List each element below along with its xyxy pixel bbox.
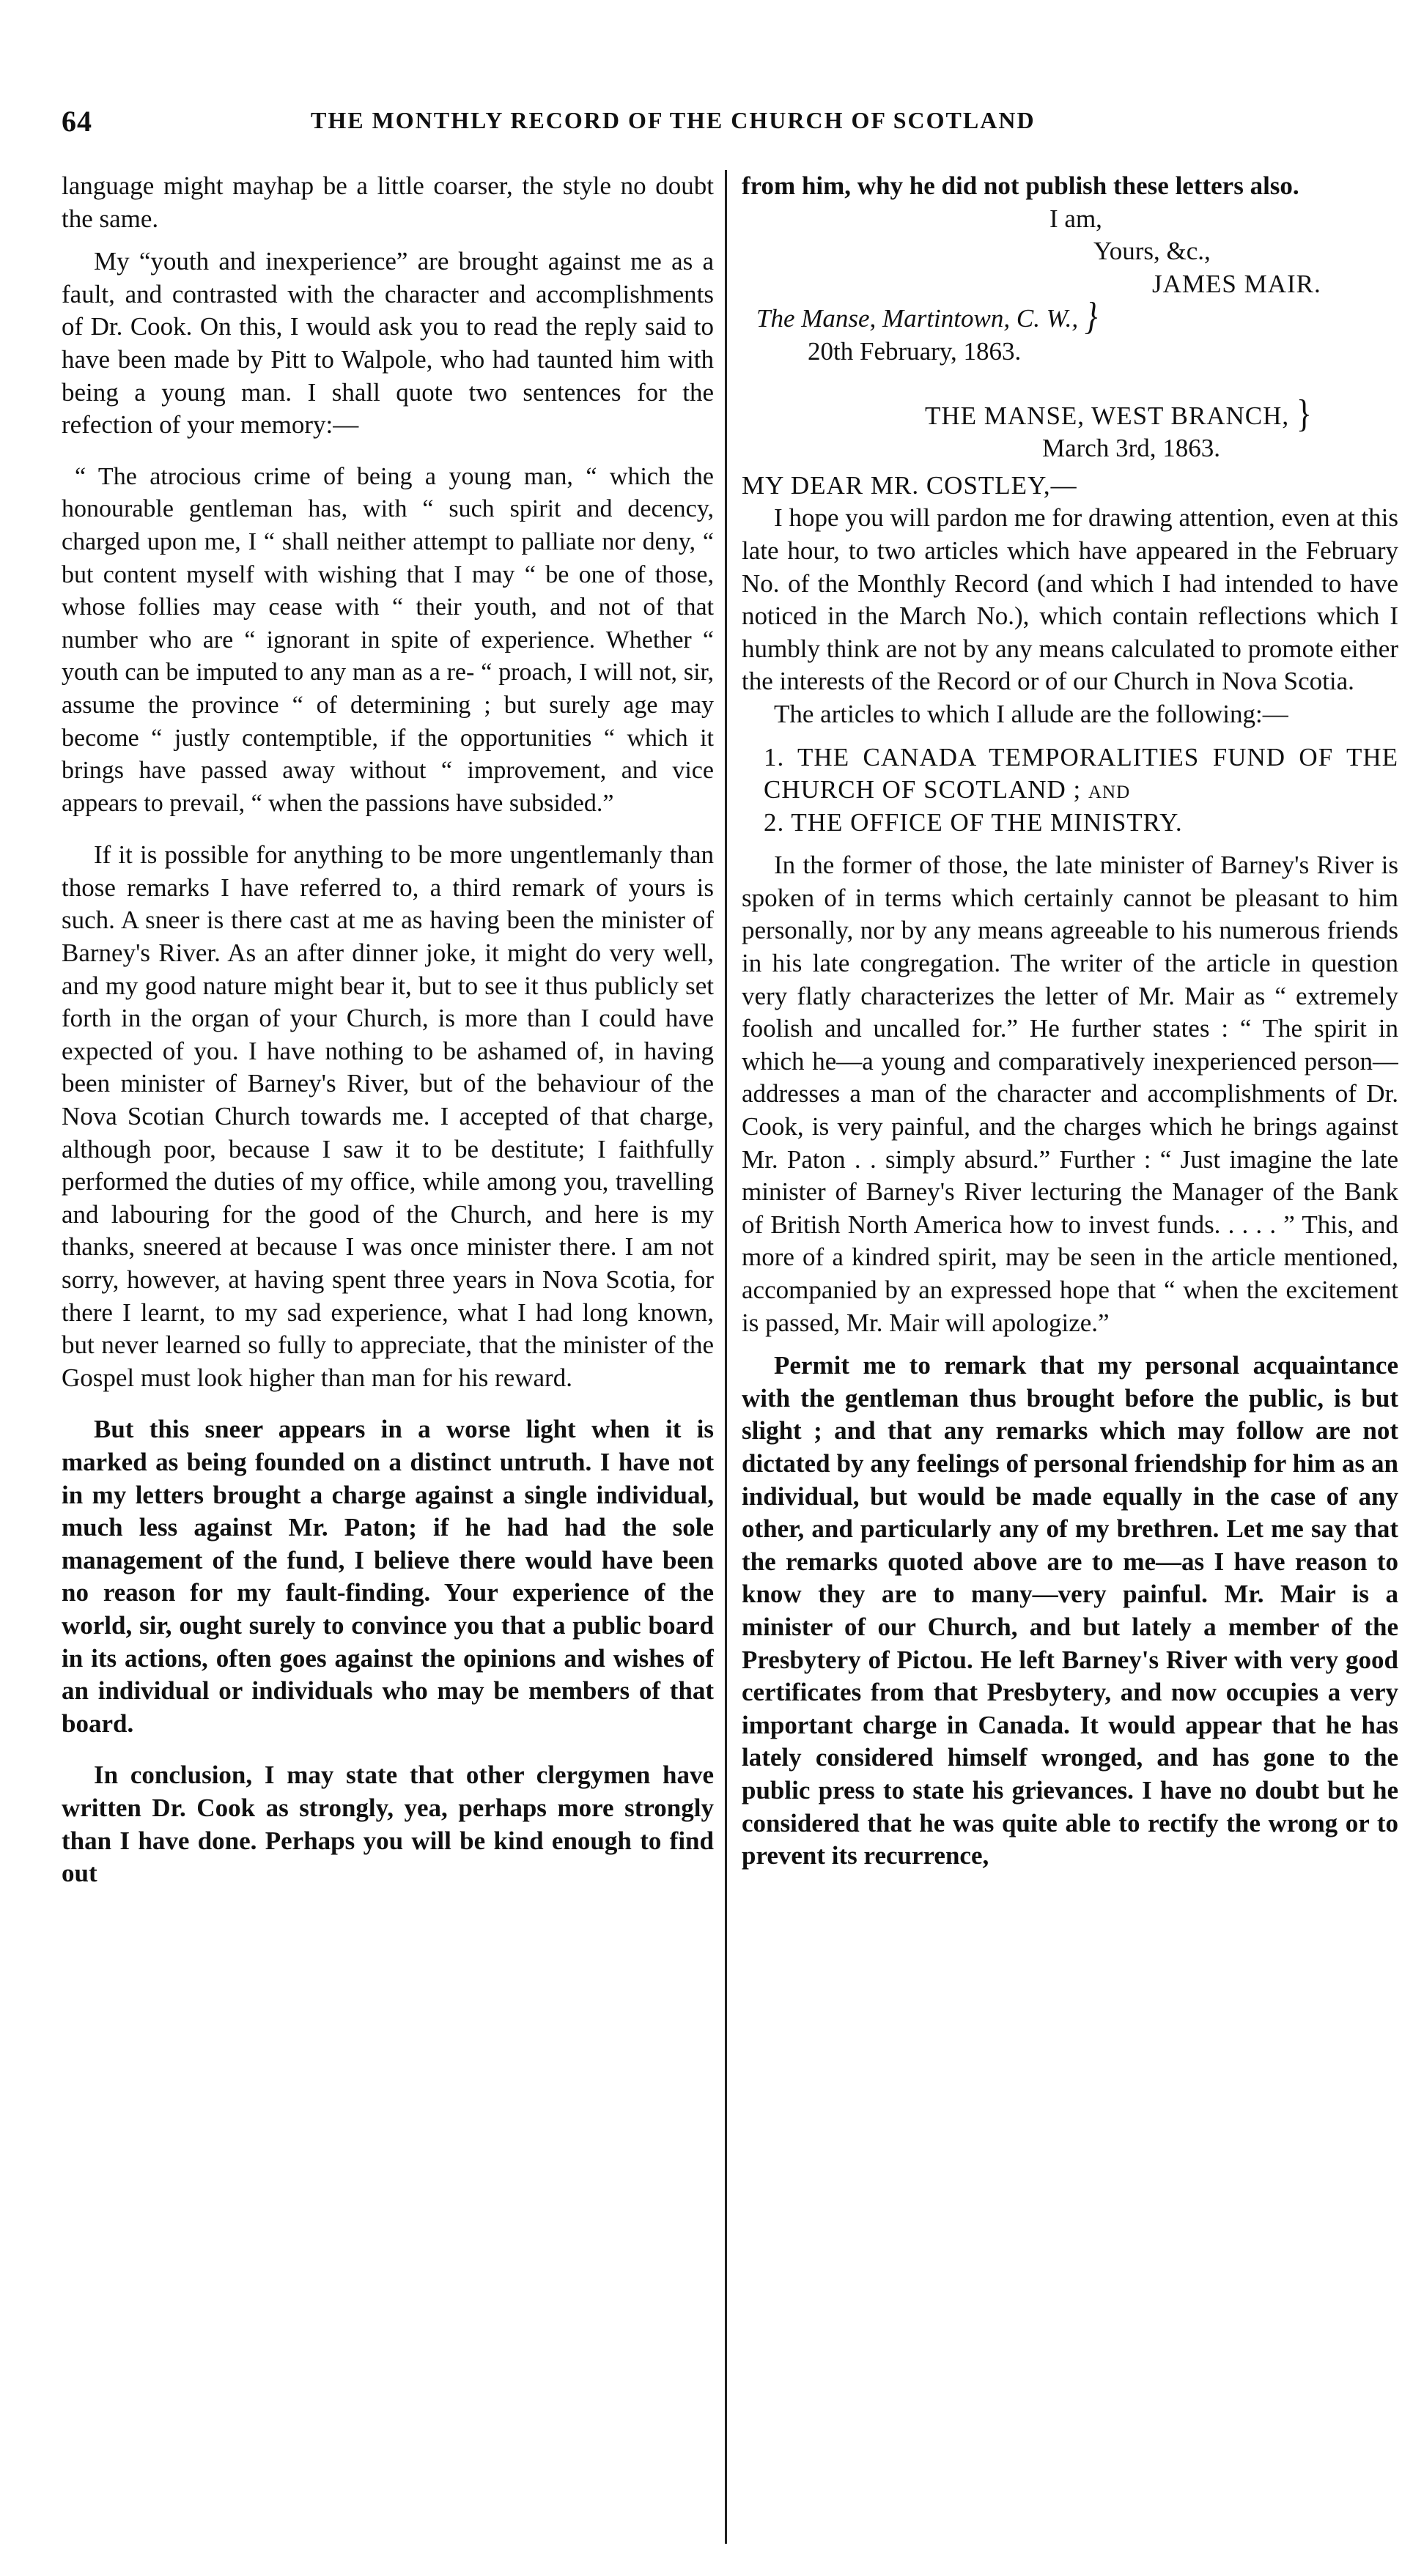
paragraph: But this sneer appears in a worse light when it is marked as being founded on a distinct untruth. I have not in my letters brought a charge against a single individual, much less against Mr. Paton; if he had had the sole management of the fund, I believe there would have been no reason for my fault-finding. Your experience of the world, sir, ought surely to convince you that a public board in its actions, often goes against the opinions and wishes of an individual or individuals who may be members of that board. xyxy=(62,1415,714,1738)
running-head: THE MONTHLY RECORD OF THE CHURCH OF SCOTLAND xyxy=(311,107,1036,133)
paragraph: In conclusion, I may state that other clergymen have written Dr. Cook as strongly, yea, perhaps more strongly than I have done. Perhaps you will be kind enough to find out xyxy=(62,1761,714,1888)
paragraph: The articles to which I allude are the following:— xyxy=(774,699,1288,728)
closing-yours: Yours, &c., xyxy=(1093,237,1211,266)
brace-glyph: } xyxy=(1296,391,1313,435)
brace-glyph: } xyxy=(1084,295,1098,338)
signature-place xyxy=(742,295,1398,338)
left-column xyxy=(62,170,714,2566)
signature-place-text: The Manse, Martintown, C. W., xyxy=(756,304,1079,333)
letter-date: March 3rd, 1863. xyxy=(1042,434,1221,463)
signature-date: 20th February, 1863. xyxy=(808,336,1022,366)
letter-dateline xyxy=(742,391,1398,435)
paragraph: In the former of those, the late minister of Barney's River is spoken of in terms which certainly cannot be pleasant to him personally, nor by any means agreeable to his numerous friends in his late congregation. The writer of the article in question very flatly characterizes the letter of Mr. Mair as “ extremely foolish and uncalled for.” He further states : “ The spirit in which he—a young and comparatively inexperienced person—addresses a man of the character and accomplishments of Dr. Cook, is very painful, and the charges which he brings against Mr. Paton . . simply absurd.” Further : “ Just imagine the late minister of Barney's River lecturing the Manager of the Bank of British North America how to invest funds. . . . . ” This, and more of a kindred spirit, may be seen in the article mentioned, accompanied by an expressed hope that “ when the excitement is passed, Mr. Mair will apologize.” xyxy=(742,851,1398,1337)
signature-block xyxy=(742,203,1398,369)
page-header xyxy=(62,104,1403,141)
paragraph: I hope you will pardon me for drawing attention, even at this late hour, to two articles which have appeared in the February No. of the Monthly Record (and which I had intended to have noticed in the March No.), which contain reflections which I humbly think are not by any means calculated to promote either the interests of the Record or of our Church in Nova Scotia. xyxy=(742,503,1398,696)
dateline-place: THE MANSE, WEST BRANCH, xyxy=(925,401,1290,430)
paragraph: My “youth and inexperience” are brought against me as a fault, and contrasted with the character and accomplishments of Dr. Cook. On this, I would ask you to read the reply said to have been made by Pitt to Walpole, who had taunted him with being a young man. I shall quote two sentences for the refection of your memory:— xyxy=(62,247,714,440)
paragraph: language might mayhap be a little coarser, the style no doubt the same. xyxy=(62,171,714,233)
paragraph: If it is possible for anything to be more ungentlemanly than those remarks I have referred to, a third remark of yours is such. A sneer is there cast at me as having been the minister of Barney's River. As an after dinner joke, it might do very well, and my good nature might bear it, but to see it thus publicly set forth in the organ of your Church, is more than I could have expected of you. I have nothing to be ashamed of, in having been minister of Barney's River, but of the behaviour of the Nova Scotian Church towards me. I accepted of that charge, although poor, because I saw it to be destitute; I faithfully performed the duties of my office, while among you, travelling and labouring for the good of the Church, and here is my thanks, sneered at because I was once minister there. I am not sorry, however, at having spent three years in Nova Scotia, for there I learnt, to my sad experience, what I had long known, but never learned so fully to appreciate, that the minister of the Gospel must look higher than man for his reward. xyxy=(62,840,714,1392)
right-column xyxy=(742,170,1398,2566)
closing-i-am: I am, xyxy=(1049,204,1102,233)
salutation: MY DEAR MR. COSTLEY,— xyxy=(742,470,1077,500)
article-list-item: 2. THE OFFICE OF THE MINISTRY. xyxy=(764,807,1183,837)
column-divider xyxy=(725,170,727,2544)
paragraph: from him, why he did not publish these letters also. xyxy=(742,171,1299,200)
paragraph: Permit me to remark that my personal acquaintance with the gentleman thus brought before the public, is but slight ; and that any remarks which may follow are not dictated by any feelings of personal friendship for him as an individual, but would be made equally in the case of any other, and particularly any of my brethren. Let me say that the remarks quoted above are to me—as I have reason to know they are to many—very painful. Mr. Mair is a minister of our Church, and but lately a member of the Presbytery of Pictou. He left Barney's River with very good certificates from that Presbytery, and now occupies a very important charge in Canada. It would appear that he has lately considered himself wronged, and has gone to the public press to state his grievances. I have no doubt but he considered that he was quite able to rectify the wrong or to prevent its recurrence, xyxy=(742,1351,1398,1870)
block-quote: “ The atrocious crime of being a young man, “ which the honourable gentleman has, with “ such spirit and decency, charged upon me, I “ shall neither attempt to palliate nor deny, “ but content myself with wishing that I may “ be one of those, whose follies may cease with “ their youth, and not of that number who are “ ignorant in spite of experience. Whether “ youth can be imputed to any man as a re- “ proach, I will not, sir, assume the province “ of determining ; but surely age may become “ justly contemptible, if the opportunities “ which it brings have passed away without “ improvement, and vice appears to prevail, “ when the passions have subsided.” xyxy=(62,462,714,817)
signature-name: JAMES MAIR. xyxy=(1152,269,1321,298)
article-list-item: 1. THE CANADA TEMPORALITIES FUND OF THE CHURCH OF SCOTLAND ; and xyxy=(764,742,1398,804)
page-number: 64 xyxy=(62,105,92,138)
